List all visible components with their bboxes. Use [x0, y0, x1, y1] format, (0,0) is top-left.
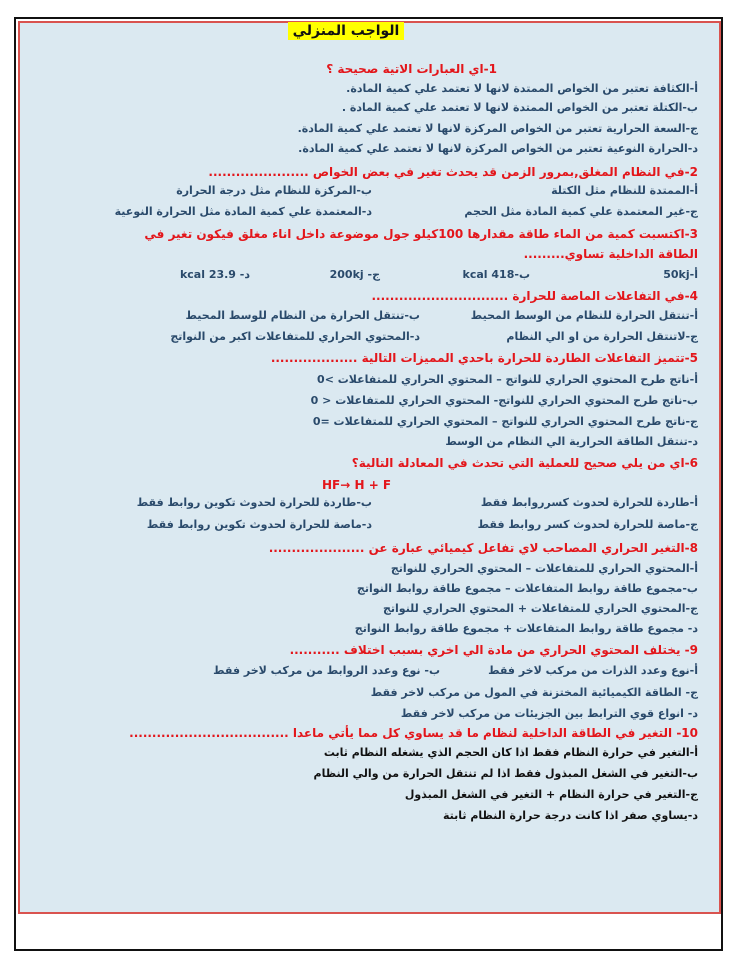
question-1-option-b: ب-الكتلة تعتبر من الخواص الممتدة لانها لا تعتمد علي كمية المادة . — [341, 101, 698, 114]
question-3-option-c: ج- 200kj — [329, 268, 380, 281]
page-title: الواجب المنزلي — [288, 22, 404, 40]
question-6-option-c: ج-ماصة للحرارة لحدوث كسر روابط فقط — [477, 518, 698, 531]
question-5-option-a: أ-ناتج طرح المحتوي الحراري للنواتج – المحتوي الحراري للمتفاعلات >0 — [317, 373, 698, 386]
question-6-option-a: أ-طاردة للحرارة لحدوث كسرروابط فقط — [480, 496, 698, 509]
question-4-text: 4-في التفاعلات الماصة للحرارة — [512, 289, 698, 303]
question-1-stem: 1-اي العبارات الاتية صحيحة ؟ — [326, 62, 497, 76]
question-8-stem — [269, 541, 698, 555]
question-6-option-d: د-ماصة للحرارة لحدوث تكوين روابط فقط — [146, 518, 372, 531]
question-9-option-d: د- انواع قوي الترابط بين الجزيئات من مركب لاخر فقط — [400, 707, 698, 720]
question-10-option-c: ج-التغير في حرارة النظام + التغير في الشغل المبذول — [404, 788, 698, 801]
question-5-option-c: ج-ناتج طرح المحتوي الحراري للنواتج – المحتوي الحراري للمتفاعلات =0 — [312, 415, 698, 428]
question-1-option-c: ج-السعة الحرارية تعتبر من الخواص المركزة لانها لا تعتمد علي كمية المادة. — [297, 122, 698, 135]
question-4-option-b: ب-تنتقل الحرارة من النظام للوسط المحيط — [185, 309, 420, 322]
question-9-option-c: ج- الطاقة الكيميائية المختزنة في المول من مركب لاخر فقط — [370, 686, 698, 699]
question-4-option-d: د-المحتوي الحراري للمتفاعلات اكبر من النواتج — [170, 330, 420, 343]
question-8-option-d: د- مجموع طاقة روابط المتفاعلات + مجموع طاقة روابط النواتج — [354, 622, 698, 635]
question-10-option-b: ب-التغير في الشغل المبذول فقط اذا لم تنتقل الحرارة من والي النظام — [313, 767, 698, 780]
question-5-blank: ................... — [270, 351, 358, 365]
question-5-option-b: ب-ناتج طرح المحتوي الحراري للنواتج- المحتوي الحراري للمتفاعلات < 0 — [310, 394, 698, 407]
question-5-text: 5-تتميز التفاعلات الطاردة للحرارة باحدي المميزات التالية — [361, 351, 698, 365]
question-8-text: 8-التغير الحراري المصاحب لاي تفاعل كيميائي عبارة عن — [368, 541, 698, 555]
question-4-stem — [371, 289, 698, 303]
question-3-option-d: د- 23.9 kcal — [179, 268, 250, 281]
question-5-stem — [271, 351, 698, 365]
question-9-text: 9- يختلف المحتوي الحراري من مادة الي اخري بسبب اختلاف — [343, 643, 698, 657]
question-3-stem-continued: الطاقة الداخلية تساوي......... — [523, 247, 698, 261]
question-8-blank: ..................... — [268, 541, 365, 555]
question-6-equation: HF→ H + F — [322, 478, 392, 492]
question-2-stem — [208, 165, 698, 179]
question-9-blank: ........... — [289, 643, 340, 657]
question-9-stem — [290, 643, 698, 657]
question-10-stem — [129, 726, 698, 740]
question-2-option-c: ج-غير المعتمدة علي كمية المادة مثل الحجم — [464, 205, 698, 218]
question-3-stem: 3-اكتسبت كمية من الماء طاقة مقدارها 100كيلو جول موضوعة داخل اناء مغلق فيكون تغير في — [144, 227, 698, 241]
question-8-option-b: ب-مجموع طاقة روابط المتفاعلات – مجموع طاقة روابط النواتج — [356, 582, 698, 595]
question-10-text: 10- التغير في الطاقة الداخلية لنظام ما قد يساوي كل مما يأتي ماعدا — [292, 726, 698, 740]
question-8-option-c: ج-المحتوي الحراري للمتفاعلات + المحتوي الحراري للنواتج — [382, 602, 698, 615]
question-10-blank: ................................... — [129, 726, 289, 740]
question-2-text: 2-في النظام المغلق,بمرور الزمن قد يحدث تغير في بعض الخواص — [312, 165, 698, 179]
question-3-option-b: ب-418 kcal — [462, 268, 530, 281]
question-2-option-a: أ-الممتدة للنظام مثل الكتلة — [551, 184, 698, 197]
question-6-stem: 6-اي من يلي صحيح للعملية التي تحدث في المعادلة التالية؟ — [351, 456, 698, 470]
question-8-option-a: أ-المحتوي الحراري للمتفاعلات – المحتوي الحراري للنواتج — [390, 562, 698, 575]
question-2-blank: ...................... — [208, 165, 309, 179]
question-4-blank: .............................. — [371, 289, 509, 303]
question-4-option-a: أ-تنتقل الحرارة للنظام من الوسط المحيط — [470, 309, 698, 322]
question-10-option-d: د-يساوي صفر اذا كانت درجة حرارة النظام ثابتة — [442, 809, 698, 822]
question-10-option-a: أ-التغير في حرارة النظام فقط اذا كان الحجم الذي يشغله النظام ثابت — [323, 746, 698, 759]
question-5-option-d: د-تنتقل الطاقة الحرارية الي النظام من الوسط — [445, 435, 698, 448]
question-9-option-a: أ-نوع وعدد الذرات من مركب لاخر فقط — [488, 664, 698, 677]
question-2-option-d: د-المعتمدة علي كمية المادة مثل الحرارة النوعية — [114, 205, 372, 218]
question-1-option-d: د-الحرارة النوعية تعتبر من الخواص المركزة لانها لا تعتمد علي كمية المادة. — [298, 142, 698, 155]
question-4-option-c: ج-لاتنتقل الحرارة من او الي النظام — [506, 330, 698, 343]
question-9-option-b: ب- نوع وعدد الروابط من مركب لاخر فقط — [213, 664, 440, 677]
question-3-option-a: أ-50kj — [663, 268, 698, 281]
question-2-option-b: ب-المركزة للنظام مثل درجة الحرارة — [176, 184, 372, 197]
question-1-option-a: أ-الكثافة تعتبر من الخواص الممتدة لانها لا تعتمد علي كمية المادة. — [346, 82, 698, 95]
question-6-option-b: ب-طاردة للحرارة لحدوث تكوين روابط فقط — [136, 496, 372, 509]
